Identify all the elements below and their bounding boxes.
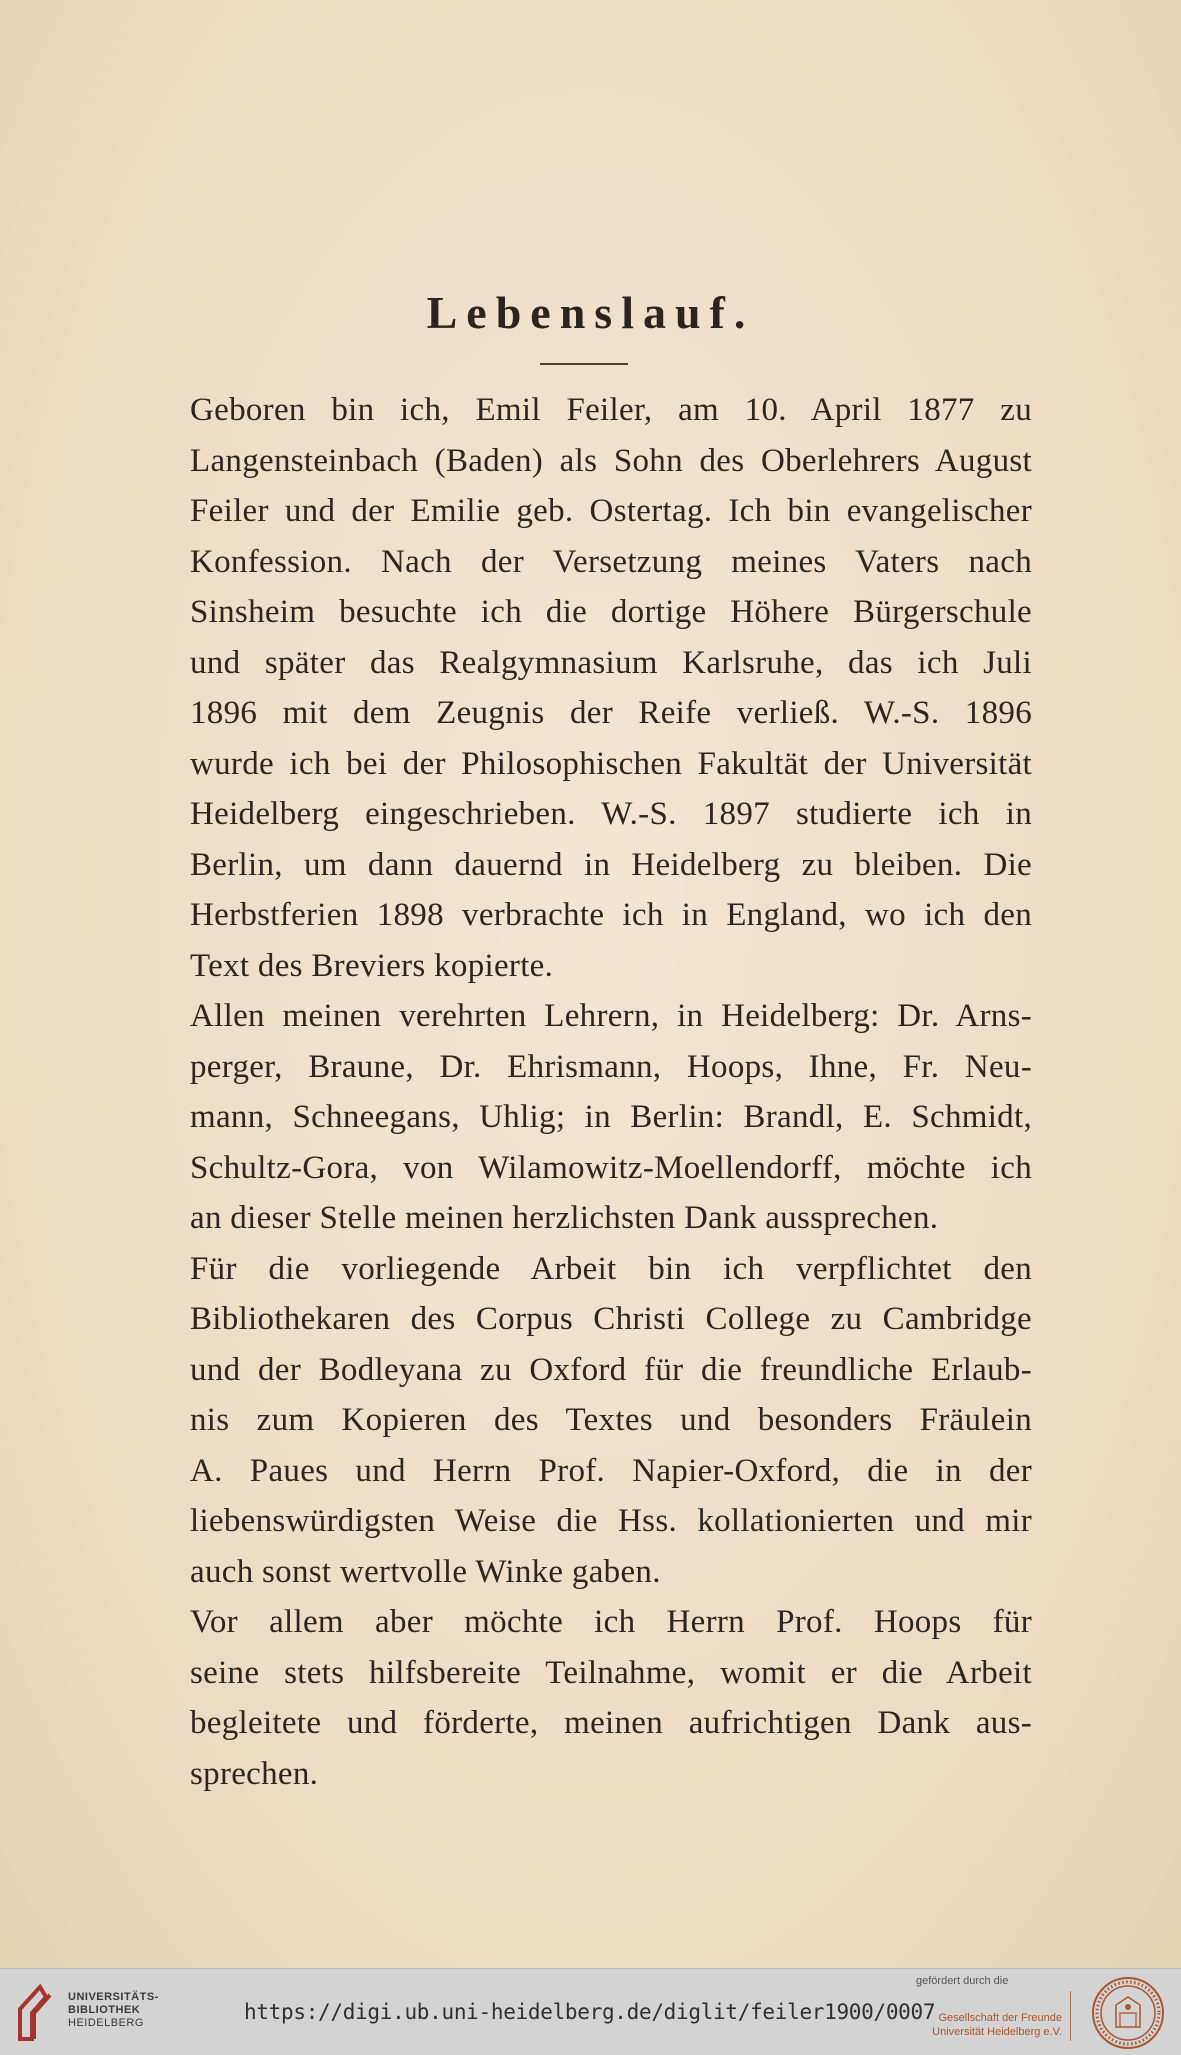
text-line: perger, Braune, Dr. Ehrismann, Hoops, Ihne, Fr. Neu- [190, 1048, 1032, 1085]
paragraph [138, 991, 1032, 1244]
text-line: an dieser Stelle meinen herzlichsten Dank aussprechen. [190, 1200, 939, 1236]
text-line: Bibliothekaren des Corpus Christi College zu Cambridge [190, 1301, 1032, 1337]
text-line: Geboren bin ich, Emil Feiler, am 10. April 1877 zu [190, 392, 1032, 428]
text-line: wurde ich bei der Philosophischen Fakultät der Universität [190, 745, 1032, 782]
text-line: Text des Breviers kopierte. [190, 947, 554, 984]
text-line: Allen meinen verehrten Lehrern, in Heidelberg: Dr. Arns- [190, 998, 1032, 1034]
society-name-line: Gesellschaft der Freunde [938, 2012, 1062, 2024]
funded-by-label: gefördert durch die [916, 1975, 1009, 1987]
text-line: Langensteinbach (Baden) als Sohn des Oberlehrers August [190, 442, 1032, 479]
text-line: mann, Schneegans, Uhlig; in Berlin: Brandl, E. Schmidt, [190, 1099, 1032, 1135]
text-line: liebenswürdigsten Weise die Hss. kollationierten und mir [190, 1503, 1032, 1539]
text-line: begleitete und förderte, meinen aufrichtigen Dank aus- [190, 1705, 1032, 1741]
viewer-footer [0, 1968, 1181, 2055]
text-line: und der Bodleyana zu Oxford für die freundliche Erlaub- [190, 1351, 1032, 1388]
text-line: Feiler und der Emilie geb. Ostertag. Ich bin evangelischer [190, 493, 1032, 529]
text-line: sprechen. [190, 1755, 319, 1792]
library-name-line: BIBLIOTHEK [68, 2004, 141, 2016]
paragraph [138, 1244, 1032, 1598]
permalink-url[interactable]: https://digi.ub.uni-heidelberg.de/diglit/feiler1900/0007 [244, 2000, 936, 2024]
text-line: Vor allem aber möchte ich Herrn Prof. Hoops für [190, 1604, 1032, 1640]
text-line: Berlin, um dann dauernd in Heidelberg zu bleiben. Die [190, 846, 1032, 883]
title-rule [540, 363, 628, 365]
text-line: Heidelberg eingeschrieben. W.-S. 1897 studierte ich in [190, 796, 1032, 832]
society-name[interactable] [912, 2011, 1062, 2039]
ub-logo-icon[interactable] [10, 1983, 62, 2043]
text-line: Herbstferien 1898 verbrachte ich in England, wo ich den [190, 897, 1032, 933]
text-line: Konfession. Nach der Versetzung meines Vaters nach [190, 543, 1032, 580]
library-name[interactable] [68, 1991, 159, 2030]
footer-divider [1070, 1991, 1071, 2041]
text-line: Schultz-Gora, von Wilamowitz-Moellendorff, möchte ich [190, 1149, 1032, 1186]
university-seal-icon[interactable] [1090, 1975, 1166, 2051]
text-line: und später das Realgymnasium Karlsruhe, das ich Juli [190, 644, 1032, 681]
text-line: Sinsheim besuchte ich die dortige Höhere Bürgerschule [190, 594, 1032, 630]
page-title: Lebenslauf. [426, 287, 755, 338]
text-line: seine stets hilfsbereite Teilnahme, womit er die Arbeit [190, 1654, 1032, 1691]
society-name-line: Universität Heidelberg e.V. [932, 2026, 1062, 2038]
text-line: nis zum Kopieren des Textes und besonders Fräulein [190, 1402, 1032, 1438]
paragraph [138, 1597, 1032, 1799]
body-text [138, 385, 1032, 1799]
library-name-line: UNIVERSITÄTS- [68, 1991, 159, 2003]
paragraph [138, 385, 1032, 991]
text-line: 1896 mit dem Zeugnis der Reife verließ. W.-S. 1896 [190, 695, 1032, 731]
text-line: Für die vorliegende Arbeit bin ich verpflichtet den [190, 1250, 1032, 1287]
text-line: A. Paues und Herrn Prof. Napier-Oxford, die in der [190, 1452, 1032, 1489]
library-name-line: HEIDELBERG [68, 2017, 144, 2029]
text-line: auch sonst wertvolle Winke gaben. [190, 1553, 661, 1590]
